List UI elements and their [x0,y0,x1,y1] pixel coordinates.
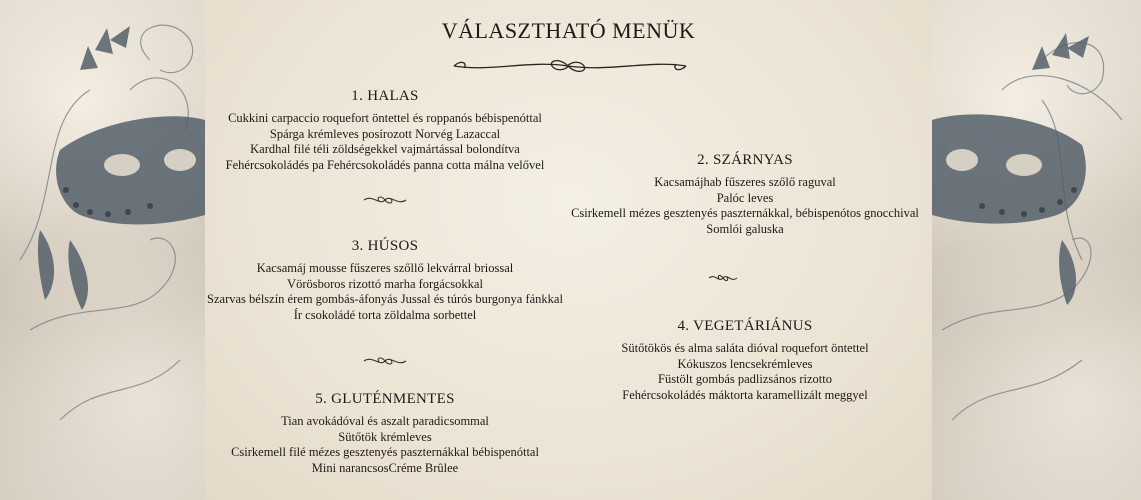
left-decoration-panel [0,0,205,500]
menu-section-vegetarianus [560,318,930,403]
dish-item: Mini narancsosCréme Brûlee [311,460,459,475]
dish-item: Fehércsokoládés pa Fehércsokoládés panna cotta málna velővel [225,157,545,172]
dish-item: Kacsamáj mousse fűszeres szőllő lekvárral briossal [256,261,514,275]
dish-item: Csirkemell filé mézes gesztenyés paszternákkal bébispenóttal [231,445,539,459]
dish-item: Vörösboros rizottó marha forgácsokkal [287,276,483,291]
dish-item: Sütőtök krémleves [338,429,432,444]
venetian-mask-left-icon [0,0,205,500]
menu-section-halas [205,88,565,173]
dish-item: Csirkemell mézes gesztenyés paszternákkal, bébispenótos gnocchival [571,206,919,220]
dish-item: Palóc leves [716,190,774,205]
divider-ornament-icon [362,193,408,207]
dish-item: Füstölt gombás padlizsános rizotto [658,372,832,386]
dish-item: Somlói galuska [706,221,784,236]
dish-item: Ír csokoládé torta zöldalma sorbettel [293,307,477,322]
dish-item: Fehércsokoládés máktorta karamellizált meggyel [622,387,868,402]
dish-item: Szarvas bélszín érem gombás-áfonyás Jussal és túrós burgonya fánkkal [207,292,563,306]
title-flourish-icon [450,52,690,78]
dish-item: Kókuszos lencsekrémleves [677,356,813,371]
section-heading: 2. SZÁRNYAS [697,152,793,168]
dish-item: Kacsamájhab fűszeres szőlő raguval [654,175,836,189]
dish-item: Cukkini carpaccio roquefort öntettel és roppanós bébispenóttal [228,111,542,125]
divider-ornament-icon [707,272,739,284]
menu-section-szarnyas [560,152,930,237]
section-heading: 4. VEGETÁRIÁNUS [677,318,813,334]
menu-section-glutenmentes [205,391,565,476]
dish-item: Sütőtökös és alma saláta dióval roquefort öntettel [621,341,869,355]
section-heading: 1. HALAS [351,88,419,104]
dish-item: Kardhal filé téli zöldségekkel vajmártással bolondítva [250,142,520,156]
dish-item: Spárga krémleves posírozott Norvég Lazaccal [269,126,501,141]
dish-item: Tian avokádóval és aszalt paradicsommal [281,414,489,428]
section-heading: 3. HÚSOS [351,238,419,254]
page-title: VÁLASZTHATÓ MENÜK [441,18,696,43]
venetian-mask-right-icon [932,0,1141,500]
divider-ornament-icon [362,354,408,368]
section-heading: 5. GLUTÉNMENTES [315,391,455,407]
menu-section-husos [205,238,565,323]
right-decoration-panel [932,0,1141,500]
